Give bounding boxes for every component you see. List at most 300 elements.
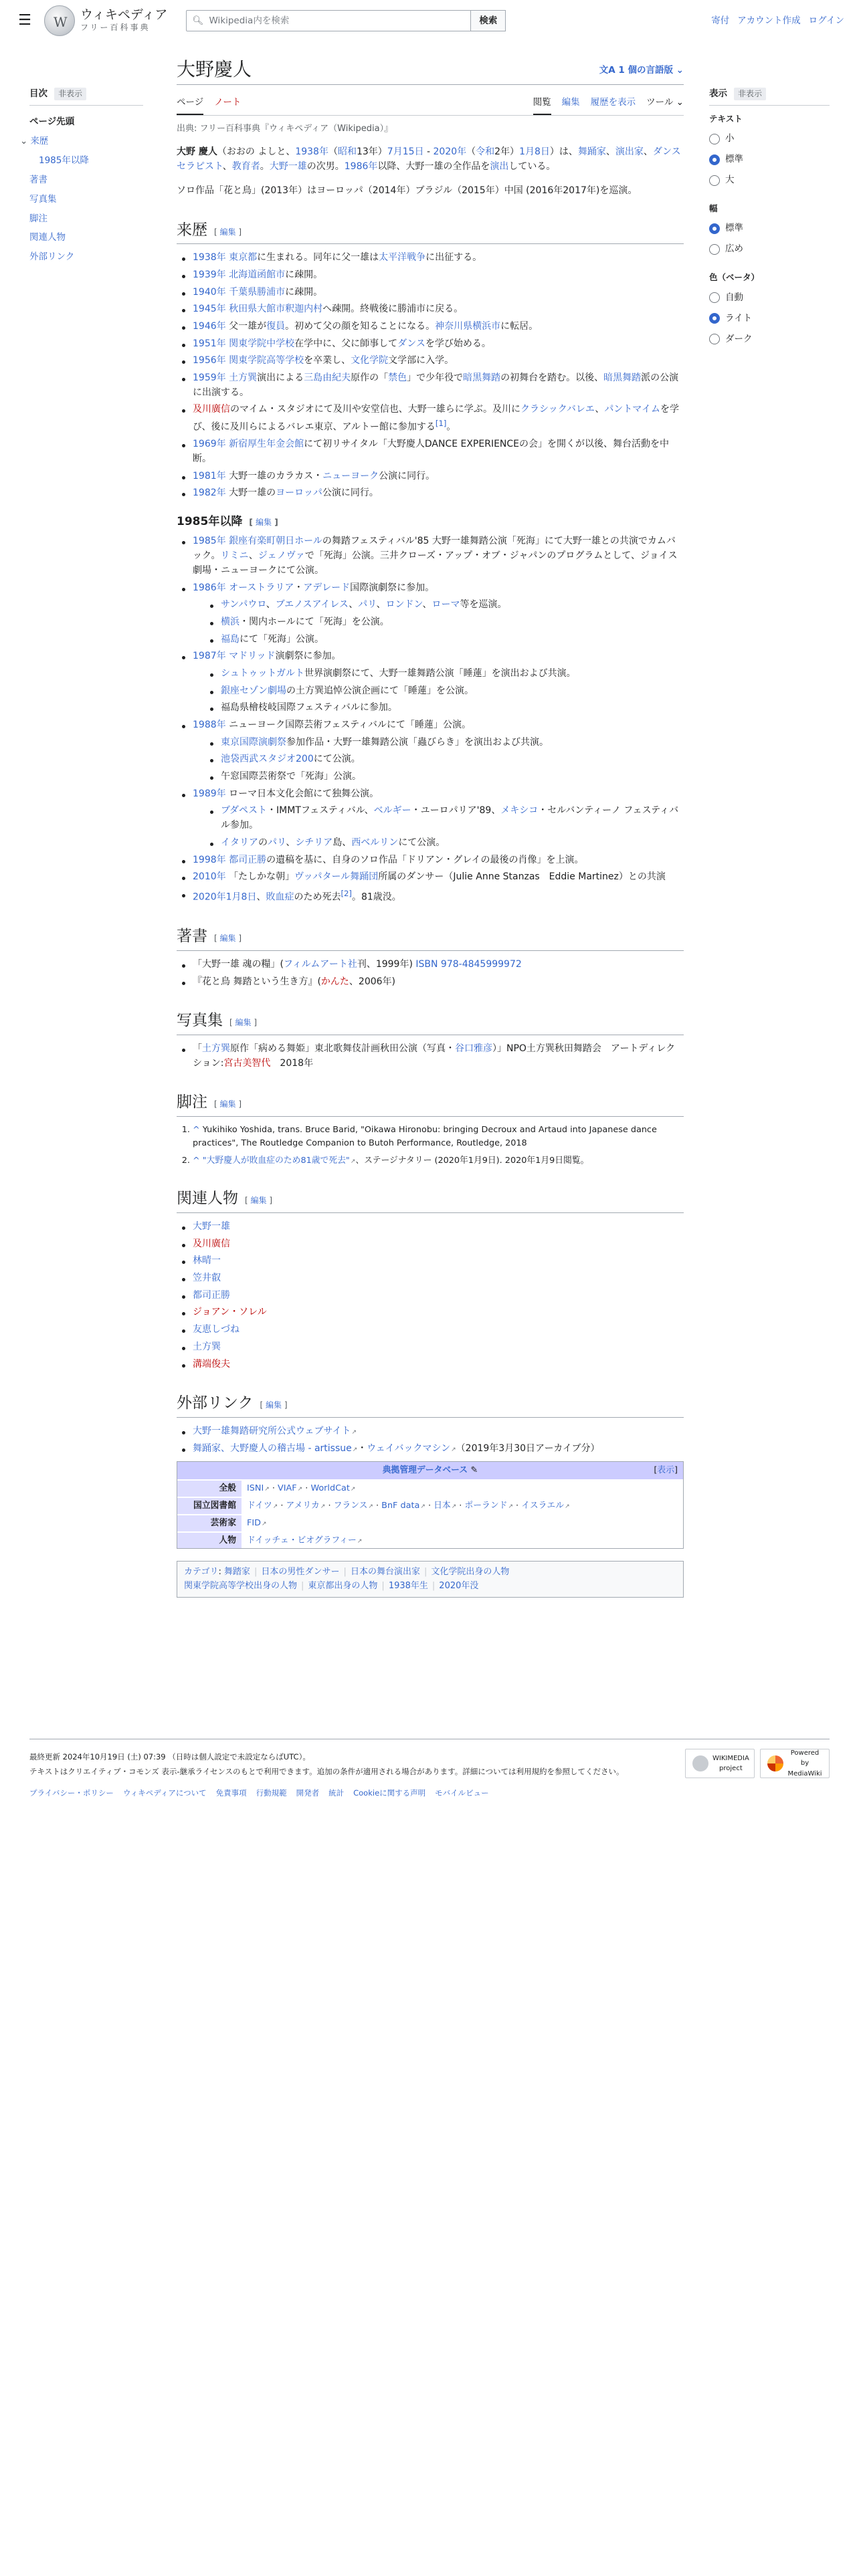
text: 世界演劇祭にて、大野一雄舞踏公演「睡蓮」を演出および共演。 xyxy=(304,667,576,679)
link[interactable]: 都司正勝 xyxy=(229,854,267,865)
link[interactable]: 西ベルリン xyxy=(351,837,399,848)
link[interactable]: パリ xyxy=(268,837,286,848)
list-item xyxy=(177,1442,684,1457)
photo-list xyxy=(177,1042,684,1071)
color-dark[interactable] xyxy=(709,332,830,346)
list-item xyxy=(177,403,684,435)
tab-history[interactable]: 履歴を表示 xyxy=(590,97,636,108)
source-note: 出典: フリー百科事典『ウィキペディア（Wikipedia）』 xyxy=(177,124,393,134)
edit-section-link[interactable]: 編集 xyxy=(256,518,272,528)
link[interactable]: 演出家 xyxy=(615,146,644,158)
person-link[interactable]: 都司正勝 xyxy=(193,1289,230,1301)
table-of-contents xyxy=(20,87,143,267)
list-item xyxy=(177,486,684,501)
text: 大野一雄の xyxy=(229,488,276,499)
link[interactable]: 1951年 xyxy=(193,338,229,349)
option-label: 標準 xyxy=(725,154,743,165)
link[interactable]: 東京国際演劇祭 xyxy=(221,736,286,748)
text: 「 xyxy=(193,1043,202,1054)
toc-item-books[interactable]: 著書 xyxy=(29,174,47,185)
authority-link[interactable]: ISNI ↗ xyxy=(247,1483,270,1493)
external-link[interactable]: 大野一雄舞踏研究所公式ウェブサイト ↗ xyxy=(193,1426,357,1436)
heading-text: 来歴 xyxy=(177,221,207,239)
link[interactable]: フィルムアート社 xyxy=(283,958,357,970)
link[interactable]: 土方巽 xyxy=(229,372,258,383)
toc-item-notes[interactable]: 脚注 xyxy=(29,213,47,224)
link[interactable]: 神奈川県横浜市 xyxy=(435,320,501,332)
link[interactable]: ニューヨーク xyxy=(322,470,379,481)
text: 派の公演に出演する。 xyxy=(193,372,679,398)
text: のマイム・スタジオにて及川や安堂信也、大野一雄らに学ぶ。及川に xyxy=(230,404,520,415)
isbn-link[interactable]: ISBN 978-4845999972 xyxy=(415,958,522,970)
link[interactable]: ジェノヴァ xyxy=(258,550,305,562)
link[interactable]: 1988年 xyxy=(193,720,229,731)
color-light[interactable] xyxy=(709,312,830,326)
text: の xyxy=(258,837,268,848)
list-item xyxy=(177,268,684,283)
text: 大野一雄のカラカス・ xyxy=(229,470,323,481)
authority-link[interactable]: アメリカ ↗ xyxy=(286,1501,326,1511)
option-label: ライト xyxy=(725,312,753,324)
tab-page[interactable]: ページ xyxy=(177,93,203,115)
link[interactable]: ロンドン xyxy=(385,599,423,611)
text: 2018年 xyxy=(270,1057,314,1069)
link[interactable]: シュトゥットガルト xyxy=(221,667,304,679)
list-item xyxy=(177,581,684,647)
sub-list-item xyxy=(206,701,684,716)
link[interactable]: 銀座セゾン劇場 xyxy=(221,685,286,696)
link[interactable]: 福島 xyxy=(221,633,240,645)
text: 、 xyxy=(286,837,296,848)
link[interactable]: 1981年 xyxy=(193,470,229,481)
language-count: 1 個の言語版 xyxy=(618,65,673,76)
link[interactable]: 暗黒舞踏 xyxy=(603,372,642,383)
toc-title: 目次 xyxy=(29,88,47,99)
page-title: 大野慶人 xyxy=(177,58,252,80)
person-link[interactable]: 及川廣信 xyxy=(193,1238,230,1249)
link[interactable]: 1956年 xyxy=(193,355,229,366)
link[interactable]: 敗血症 xyxy=(266,891,294,903)
footer-link[interactable]: Cookieに関する声明 xyxy=(353,1788,426,1798)
text: （ xyxy=(328,146,338,158)
search-input[interactable] xyxy=(186,10,471,31)
references-list xyxy=(177,1123,684,1167)
link[interactable]: 関東学院高等学校 xyxy=(229,355,304,366)
section-photo-heading: 写真集 [ 編集 ] xyxy=(177,1009,684,1035)
toc-item-people[interactable]: 関連人物 xyxy=(29,232,66,243)
external-link[interactable]: "大野慶人が敗血症のため81歳で死去" ↗ xyxy=(203,1156,356,1166)
text: の初舞台を踏む。以後、 xyxy=(500,372,604,383)
list-item xyxy=(177,1305,684,1320)
toc-item-1985[interactable]: 1985年以降 xyxy=(39,154,89,166)
authority-key: 全般 xyxy=(177,1481,242,1497)
history-list xyxy=(177,251,684,501)
tab-talk[interactable]: ノート xyxy=(214,97,242,108)
text: を学び、後に及川らによるバレエ東京、アルトー館に参加する xyxy=(193,404,680,433)
link[interactable]: 1982年 xyxy=(193,488,229,499)
link[interactable]: 7月15日 xyxy=(387,146,424,158)
hamburger-menu-icon[interactable]: ☰ xyxy=(18,11,31,29)
list-item xyxy=(177,1254,684,1269)
list-item xyxy=(177,302,684,317)
link[interactable]: 演出 xyxy=(490,161,509,173)
link[interactable]: パントマイム xyxy=(604,404,661,415)
edit-section-link[interactable]: 編集 xyxy=(235,1018,252,1028)
text: 公演に同行。 xyxy=(379,470,436,481)
footer-link[interactable]: 開発者 xyxy=(296,1788,320,1798)
person-link[interactable]: ジョアン・ソレル xyxy=(193,1307,267,1318)
wikipedia-globe-icon xyxy=(44,5,75,36)
section-people-heading: 関連人物 [ 編集 ] xyxy=(177,1187,684,1213)
text-size-small[interactable] xyxy=(709,132,830,146)
login-link[interactable]: ログイン xyxy=(808,15,844,26)
footer-link[interactable]: ウィキペディアについて xyxy=(122,1788,207,1798)
toc-item-history[interactable]: 来歴 xyxy=(30,135,49,146)
list-item xyxy=(177,469,684,484)
link[interactable]: 復員 xyxy=(266,320,286,332)
radio-icon xyxy=(709,334,720,344)
page-tabs xyxy=(177,93,684,116)
search-form xyxy=(186,10,506,31)
translate-icon: 文A xyxy=(599,65,619,76)
reference-item xyxy=(193,1154,684,1168)
text-size-large[interactable] xyxy=(709,173,830,187)
link[interactable]: 1986年 xyxy=(193,582,229,593)
footer-link[interactable]: モバイルビュー xyxy=(435,1788,489,1798)
width-wide[interactable] xyxy=(709,242,830,256)
citation-link[interactable]: [2] xyxy=(341,888,352,898)
category-link[interactable]: 東京都出身の人物 xyxy=(308,1580,378,1591)
text: の土方巽追悼公演企画にて「睡蓮」を公演。 xyxy=(286,685,474,696)
category-links: カテゴリ: 舞踏家 | 日本の男性ダンサー | 日本の舞台演出家 | 文化学院出身の人物 関東学院高等学校出身の人物 | 東京都出身の人物 | 1938年生 | 2020年没 xyxy=(177,1561,684,1597)
text: している。 xyxy=(508,161,556,173)
footer-link[interactable]: 統計 xyxy=(328,1788,345,1798)
sub-list-item xyxy=(206,836,684,851)
sub-list-item xyxy=(206,598,684,613)
edit-section-link[interactable]: 編集 xyxy=(219,1099,236,1109)
authority-link[interactable]: ドイッチェ・ビオグラフィー ↗ xyxy=(247,1535,362,1545)
tab-read[interactable]: 閲覧 xyxy=(533,93,551,115)
text: 所属のダンサー（Julie Anne Stanzas Eddie Martinez）との共演 xyxy=(378,871,666,883)
text: を卒業し、 xyxy=(304,355,351,366)
section-history-heading: 来歴 [ 編集 ] xyxy=(177,219,684,245)
link[interactable]: リミニ xyxy=(220,550,249,562)
footer-link[interactable]: プライバシー・ポリシー xyxy=(29,1788,114,1798)
person-link[interactable]: 溝端俊夫 xyxy=(193,1358,230,1370)
toc-item-external[interactable]: 外部リンク xyxy=(29,251,75,263)
authority-title-link[interactable]: 典拠管理データベース xyxy=(382,1465,468,1476)
donate-link[interactable]: 寄付 xyxy=(711,15,730,26)
list-item xyxy=(177,870,684,885)
width-label: 幅 xyxy=(709,203,718,214)
link[interactable]: 1938年 xyxy=(193,252,229,263)
link[interactable]: パリ xyxy=(358,599,377,611)
text: 以降、大野一雄の全作品を xyxy=(377,161,490,173)
text: （ xyxy=(466,146,476,158)
link[interactable]: 1939年 xyxy=(193,269,229,280)
toc-item-photo[interactable]: 写真集 xyxy=(29,193,57,205)
link[interactable]: 教育者 xyxy=(231,161,260,173)
appearance-title: 表示 xyxy=(709,88,727,99)
link[interactable]: 東京都 xyxy=(229,252,258,263)
option-label: 広め xyxy=(725,243,743,255)
link[interactable]: かんた xyxy=(320,976,349,987)
list-item xyxy=(177,251,684,265)
toc-hide-button[interactable]: 非表示 xyxy=(54,88,86,100)
wikimedia-badge[interactable] xyxy=(685,1749,755,1778)
external-link[interactable]: 舞踊家、大野慶人の稽古場 - artissue ↗ xyxy=(193,1443,357,1454)
link[interactable]: 及川廣信 xyxy=(193,404,230,415)
category-link[interactable]: 関東学院高等学校出身の人物 xyxy=(184,1580,298,1591)
toc-toggle-icon[interactable]: ⌄ xyxy=(20,135,28,146)
authority-row xyxy=(177,1514,683,1531)
width-standard[interactable] xyxy=(709,221,830,235)
link[interactable]: ブダペスト xyxy=(221,805,268,817)
text: 、 xyxy=(256,891,266,903)
text: に疎開。 xyxy=(285,269,323,280)
footer-link[interactable]: 行動規範 xyxy=(256,1788,287,1798)
link[interactable]: 銀座有楽町朝日ホール xyxy=(229,536,322,547)
link[interactable]: 1969年 xyxy=(193,439,229,450)
appearance-hide-button[interactable]: 非表示 xyxy=(734,88,766,100)
category-link[interactable]: 日本の舞台演出家 xyxy=(350,1567,420,1578)
option-label: 標準 xyxy=(725,223,743,234)
text: ・ xyxy=(357,1442,367,1454)
link[interactable]: ヴッパタール舞踊団 xyxy=(294,871,379,883)
radio-checked-icon xyxy=(709,313,720,324)
text: 、 xyxy=(248,550,258,562)
sub-list-item xyxy=(206,633,684,647)
list-item xyxy=(177,1358,684,1372)
license-text: テキストはクリエイティブ・コモンズ 表示-継承ライセンスのもとで利用できます。追加の条件が適用される場合があります。詳細については利用規約を参照してください。 xyxy=(29,1766,624,1776)
link[interactable]: メキシコ xyxy=(500,805,539,817)
link[interactable]: ヨーロッパ xyxy=(276,488,322,499)
text: 文学部に入学。 xyxy=(388,355,454,366)
link[interactable]: 1940年 xyxy=(193,286,229,298)
text: 参加作品・大野一雄舞踏公演「蟲びらき」を演出および共演。 xyxy=(286,736,549,748)
link[interactable]: ダンス xyxy=(397,338,425,349)
link[interactable]: シチリア xyxy=(295,837,333,848)
link[interactable]: 1985年 xyxy=(193,536,229,547)
link[interactable]: 昭和 xyxy=(337,146,357,158)
tools-label: ツール xyxy=(646,97,674,108)
link[interactable]: ローマ xyxy=(432,599,460,611)
text: 。 xyxy=(260,161,270,173)
text: 、ステージナタリー (2020年1月9日). 2020年1月9日閲覧。 xyxy=(355,1155,589,1166)
mediawiki-logo-icon xyxy=(767,1755,783,1772)
link[interactable]: ブエノスアイレス xyxy=(275,599,349,611)
link[interactable]: 土方巽 xyxy=(202,1043,230,1054)
link[interactable]: 秋田県大館市 xyxy=(229,304,286,315)
link[interactable]: アデレード xyxy=(303,582,351,593)
edit-section-link[interactable]: 編集 xyxy=(250,1196,267,1206)
list-item xyxy=(177,975,684,990)
edit-section-link[interactable]: 編集 xyxy=(219,934,236,944)
authority-link[interactable]: FID ↗ xyxy=(247,1518,267,1528)
link[interactable]: 新宿厚生年金会館 xyxy=(229,439,304,450)
sub-list-item xyxy=(206,667,684,681)
category-link[interactable]: 舞踏家 xyxy=(224,1567,251,1578)
link[interactable]: 1945年 xyxy=(193,304,229,315)
link[interactable]: 2020年 xyxy=(433,146,467,158)
person-link[interactable]: 土方巽 xyxy=(193,1341,221,1352)
link[interactable]: ダンスセラピスト xyxy=(177,146,681,173)
link[interactable]: 1938年 xyxy=(295,146,328,158)
list-item xyxy=(177,787,684,851)
categories-label-link[interactable]: カテゴリ xyxy=(184,1567,219,1578)
authority-link[interactable]: BnF data ↗ xyxy=(381,1501,425,1511)
authority-key: 人物 xyxy=(177,1533,242,1549)
link[interactable]: 舞踊家 xyxy=(577,146,606,158)
sub-list-item xyxy=(206,736,684,750)
text: ・セルバンティーノ フェスティバル参加。 xyxy=(221,805,679,831)
list-item xyxy=(177,649,684,716)
link[interactable]: サンパウロ xyxy=(221,599,266,611)
badge-label: WIKIMEDIA project xyxy=(712,1754,749,1772)
category-link[interactable]: 1938年生 xyxy=(388,1580,428,1591)
link[interactable]: 2010年 xyxy=(193,871,229,883)
link[interactable]: 2020年 xyxy=(193,891,226,903)
text: のため死去 xyxy=(294,891,341,903)
text: Yukihiko Yoshida, trans. Bruce Barid, "Oikawa Hironobu: bringing Decroux and Artaud into Japanese dance practices", The Routledge Companion to Butoh Performance, Routledge, 2018 xyxy=(193,1124,657,1148)
text: 「たしかな朝」 xyxy=(229,871,295,883)
link[interactable]: 釈迦内村 xyxy=(285,304,323,315)
link[interactable]: 千葉県勝浦市 xyxy=(229,286,286,298)
category-link[interactable]: 文化学院出身の人物 xyxy=(431,1567,510,1578)
heading-text: 1985年以降 xyxy=(177,515,243,529)
authority-link[interactable]: イスラエル ↗ xyxy=(521,1501,569,1511)
heading-text: 著書 xyxy=(177,928,207,946)
text: の次男。 xyxy=(306,161,345,173)
link[interactable]: 池袋西武スタジオ200 xyxy=(221,754,314,765)
authority-row: 国立図書館 ドイツ ↗ · アメリカ ↗ · フランス ↗ · BnF data ↗ · 日本 ↗ · ポーランド ↗ · イスラエル ↗ xyxy=(177,1497,683,1514)
link[interactable]: 1月8日 xyxy=(519,146,550,158)
text-size-label: テキスト xyxy=(709,113,743,124)
link[interactable]: 横浜 xyxy=(221,616,240,627)
person-link[interactable]: 大野一雄 xyxy=(193,1221,230,1232)
link[interactable]: 北海道函館市 xyxy=(229,269,286,280)
footer-links xyxy=(29,1788,830,1800)
text: 公演に同行。 xyxy=(322,488,379,499)
link[interactable]: オーストラリア xyxy=(229,582,294,593)
after85-list xyxy=(177,534,684,905)
list-item xyxy=(177,887,684,905)
create-account-link[interactable]: アカウント作成 xyxy=(737,15,801,26)
text: 、 xyxy=(222,161,232,173)
link[interactable]: クラシックバレエ xyxy=(520,404,595,415)
link[interactable]: 1946年 xyxy=(193,320,229,332)
authority-toggle[interactable]: 表示 xyxy=(657,1465,674,1476)
text: 在学中に、父に師事して xyxy=(294,338,398,349)
edit-pencil-icon[interactable]: ✎ xyxy=(470,1465,478,1476)
language-button[interactable]: 文A 1 個の言語版 ⌄ xyxy=(599,65,684,76)
link[interactable]: 大野一雄 xyxy=(269,161,307,173)
text: ・IMMTフェスティバル、 xyxy=(267,805,374,817)
authority-link[interactable]: VIAF ↗ xyxy=(278,1483,302,1493)
mediawiki-badge[interactable] xyxy=(760,1749,830,1778)
text: に転居。 xyxy=(500,320,539,332)
link[interactable]: 太平洋戦争 xyxy=(379,252,426,263)
list-item xyxy=(177,337,684,352)
site-tagline: フリー百科事典 xyxy=(80,22,151,32)
tab-edit[interactable]: 編集 xyxy=(561,97,580,108)
color-auto[interactable] xyxy=(709,291,830,305)
edit-section-link[interactable]: 編集 xyxy=(266,1400,282,1410)
text: 原作「病める舞姫」東北歌舞伎計画秋田公演（写真・ xyxy=(230,1043,455,1054)
link[interactable]: 文化学院 xyxy=(351,355,389,366)
authority-link[interactable]: ポーランド ↗ xyxy=(464,1501,513,1511)
link[interactable]: 1998年 xyxy=(193,854,229,865)
authority-link[interactable]: 日本 ↗ xyxy=(434,1501,456,1511)
person-link[interactable]: 笠井叡 xyxy=(193,1273,221,1284)
text: 刊、1999年) xyxy=(357,958,416,970)
text: 、2006年) xyxy=(349,976,396,987)
text-size-standard[interactable] xyxy=(709,152,830,167)
search-button[interactable]: 検索 xyxy=(471,10,506,31)
text: 島、 xyxy=(332,837,352,848)
link[interactable]: 宮古美智代 xyxy=(223,1057,271,1069)
intro-paragraph xyxy=(177,145,684,174)
section-notes-heading: 脚注 [ 編集 ] xyxy=(177,1091,684,1117)
link[interactable]: ベルギー xyxy=(373,805,411,817)
link[interactable]: 1986年 xyxy=(344,161,378,173)
link[interactable]: 関東学院中学校 xyxy=(229,338,295,349)
text: ）は、 xyxy=(549,146,578,158)
footer-link[interactable]: 免責事項 xyxy=(215,1788,247,1798)
intro-paragraph-2: ソロ作品「花と鳥」(2013年）はヨーロッパ（2014年）ブラジル（2015年）中国 (2016年2017年)を巡演。 xyxy=(177,185,638,196)
link[interactable]: 1月8日 xyxy=(225,891,257,903)
person-link[interactable]: 林晴一 xyxy=(193,1255,221,1267)
citation-link[interactable]: [1] xyxy=(435,419,447,429)
site-logo[interactable] xyxy=(44,5,167,36)
text: （2019年3月30日アーカイブ分） xyxy=(456,1442,600,1454)
authority-link[interactable]: WorldCat ↗ xyxy=(310,1483,355,1493)
link[interactable]: 1959年 xyxy=(193,372,229,383)
authority-link[interactable]: ドイツ ↗ xyxy=(247,1501,278,1511)
category-link[interactable]: 日本の男性ダンサー xyxy=(261,1567,340,1578)
link[interactable]: 谷口雅彦 xyxy=(455,1043,492,1054)
link[interactable]: イタリア xyxy=(221,837,258,848)
category-link[interactable]: 2020年没 xyxy=(439,1580,479,1591)
badge-label: Powered by MediaWiki xyxy=(787,1749,822,1778)
authority-link[interactable]: フランス ↗ xyxy=(334,1501,373,1511)
option-label: 大 xyxy=(725,175,735,186)
list-item xyxy=(177,718,684,784)
option-label: ダーク xyxy=(725,333,753,344)
link[interactable]: マドリッド xyxy=(229,651,276,662)
text: 国際演劇祭に参加。 xyxy=(350,582,435,593)
external-link[interactable]: ウェイバックマシン ↗ xyxy=(367,1443,456,1454)
tab-tools[interactable]: ツール ⌄ xyxy=(646,97,684,108)
link[interactable]: 令和 xyxy=(476,146,495,158)
edit-section-link[interactable]: 編集 xyxy=(219,227,236,237)
link[interactable]: 暗黒舞踏 xyxy=(463,372,501,383)
link[interactable]: 禁色 xyxy=(388,372,407,383)
link[interactable]: 1989年 xyxy=(193,788,229,799)
link[interactable]: 三島由紀夫 xyxy=(304,372,351,383)
list-item xyxy=(177,534,684,578)
radio-checked-icon xyxy=(709,154,720,165)
toc-item-top[interactable]: ページ先頭 xyxy=(29,116,75,127)
text: 演出による xyxy=(257,372,304,383)
authority-row: 全般 ISNI ↗ · VIAF ↗ · WorldCat ↗ xyxy=(177,1479,683,1497)
person-link[interactable]: 友恵しづね xyxy=(193,1324,240,1335)
backlink[interactable]: ^ xyxy=(193,1124,203,1135)
text: 、 xyxy=(605,146,615,158)
backlink[interactable]: ^ xyxy=(193,1155,203,1166)
link[interactable]: 1987年 xyxy=(193,651,229,662)
list-item xyxy=(177,437,684,466)
